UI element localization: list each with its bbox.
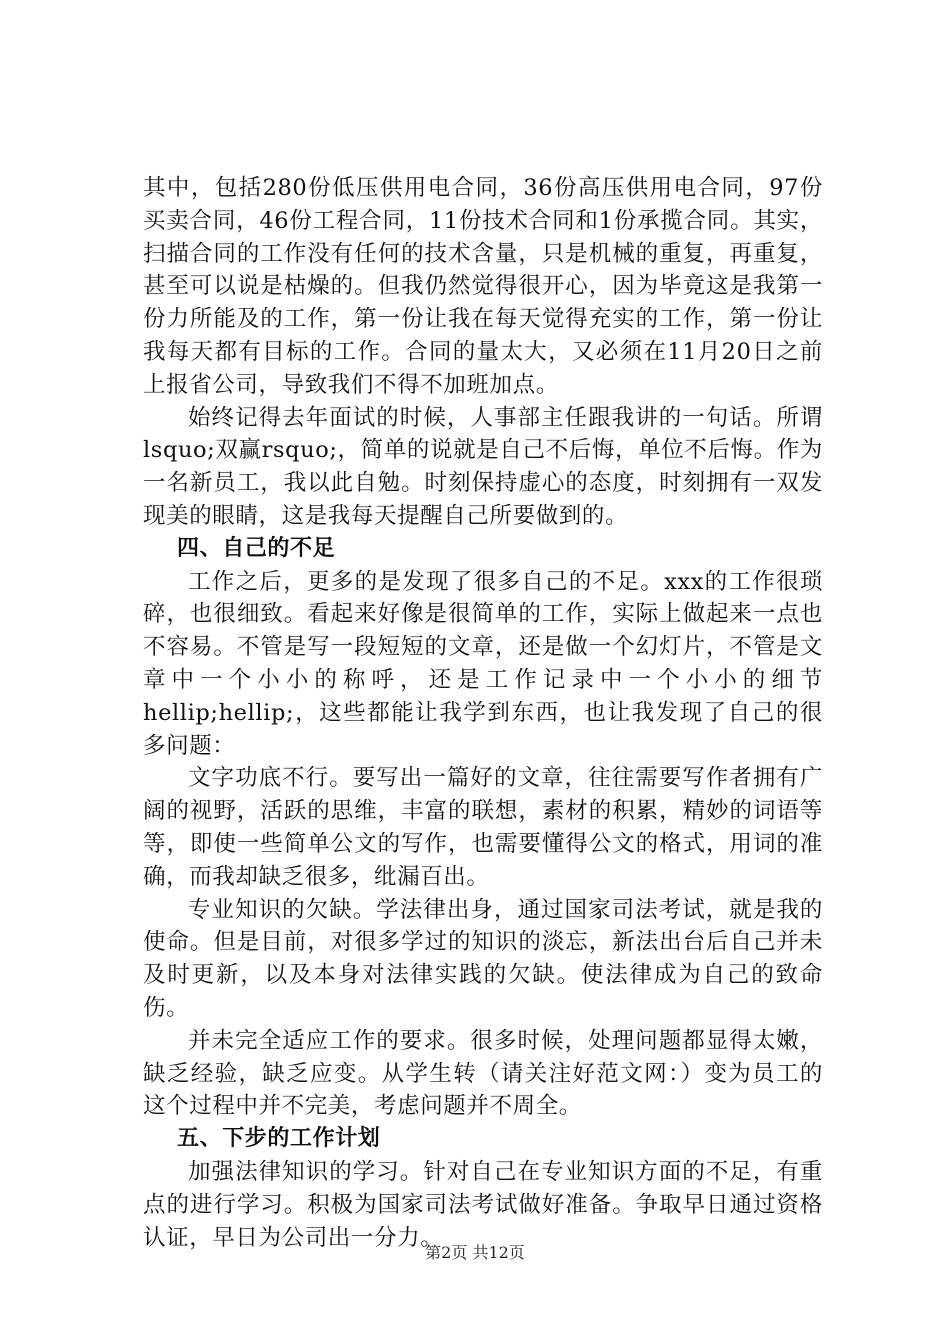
- paragraph-writing-skills: 文字功底不行。要写出一篇好的文章，往往需要写作者拥有广阔的视野，活跃的思维，丰富的联想，素材的积累，精妙的词语等等，即使一些简单公文的写作，也需要懂得公文的格式，用词的准确，而我却缺乏很多，纰漏百出。: [143, 765, 823, 890]
- document-body: [143, 172, 823, 1254]
- section-heading-next-plan: 五、下步的工作计划: [177, 1126, 381, 1152]
- paragraph-contracts: 其中，包括280份低压供用电合同，36份高压供用电合同，97份买卖合同，46份工程合同，11份技术合同和1份承揽合同。其实，扫描合同的工作没有任何的技术含量，只是机械的重复，再重复，甚至可以说是枯燥的。但我仍然觉得很开心，因为毕竟这是我第一份力所能及的工作，第一份让我在每天觉得充实的工作，第一份让我每天都有目标的工作。合同的量太大，又必须在11月20日之前上报省公司，导致我们不得不加班加点。: [143, 175, 823, 398]
- paragraph-shortcomings-intro: 工作之后，更多的是发现了很多自己的不足。xxx的工作很琐碎，也很细致。看起来好像是很简单的工作，实际上做起来一点也不容易。不管是写一段短短的文章，还是做一个幻灯片，不管是文章中一个小小的称呼，还是工作记录中一个小小的细节hellip;hellip;，这些都能让我学到东西，也让我发现了自己的很多问题：: [143, 568, 823, 759]
- paragraph-work-adaptation: 并未完全适应工作的要求。很多时候，处理问题都显得太嫩，缺乏经验，缺乏应变。从学生转（请关注好范文网：）变为员工的这个过程中并不完美，考虑问题并不周全。: [143, 1027, 823, 1120]
- page-number-footer: 第2页 共12页: [425, 1243, 525, 1262]
- paragraph-interview: 始终记得去年面试的时候，人事部主任跟我讲的一句话。所谓lsquo;双赢rsquo;，简单的说就是自己不后悔，单位不后悔。作为一名新员工，我以此自勉。时刻保持虚心的态度，时刻拥有一双发现美的眼睛，这是我每天提醒自己所要做到的。: [143, 404, 823, 529]
- paragraph-professional-knowledge: 专业知识的欠缺。学法律出身，通过国家司法考试，就是我的使命。但是目前，对很多学过的知识的淡忘，新法出台后自己并未及时更新，以及本身对法律实践的欠缺。使法律成为自己的致命伤。: [143, 896, 823, 1021]
- paragraph-study-plan: 加强法律知识的学习。针对自己在专业知识方面的不足，有重点的进行学习。积极为国家司法考试做好准备。争取早日通过资格认证，早日为公司出一分力。: [143, 1158, 823, 1251]
- section-heading-shortcomings: 四、自己的不足: [177, 535, 336, 561]
